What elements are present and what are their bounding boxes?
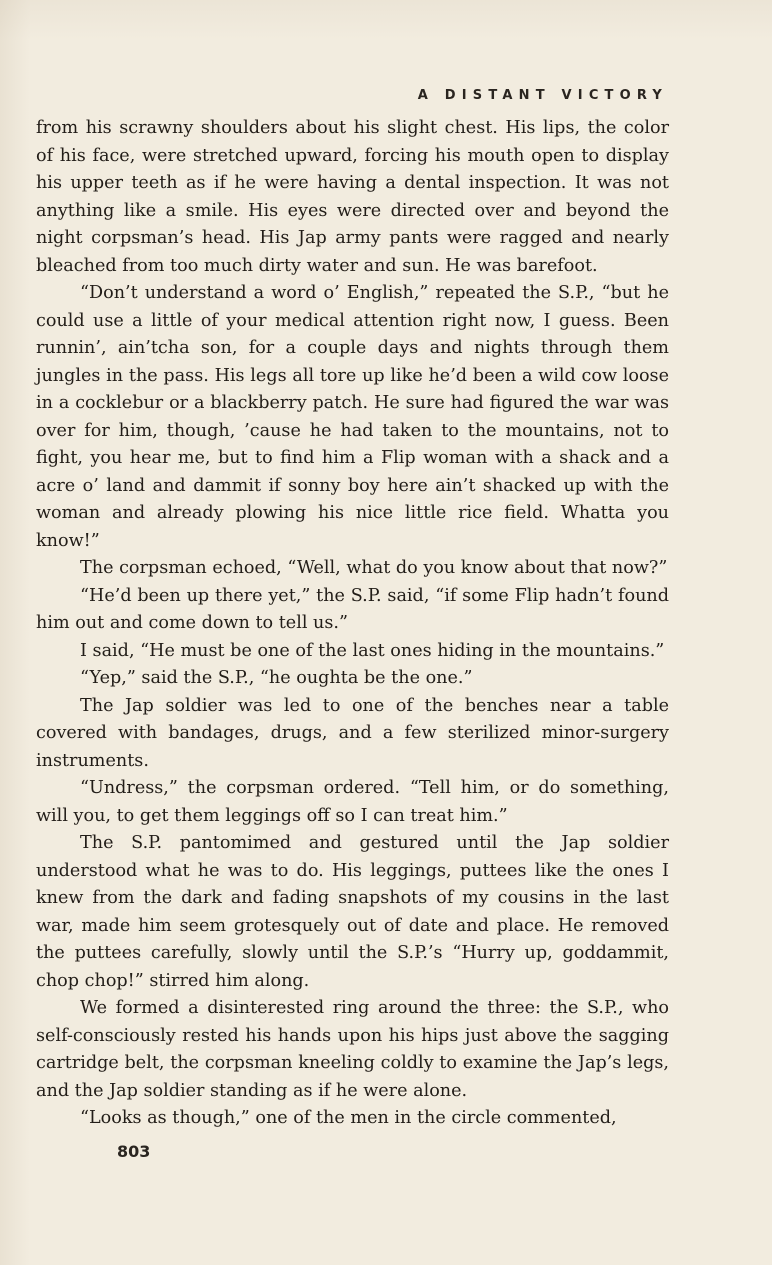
paragraph: I said, “He must be one of the last ones hiding in the mountains.” bbox=[80, 640, 665, 661]
paragraph: “Don’t understand a word o’ English,” repeated the S.P., “but he could use a little of your medical attention right now, I guess. Been runnin’, ain’tcha son, for a couple days and nights through them jungles in the pass. His legs all tore up like he’d been a wild cow loose in a cocklebur or a blackberry patch. He sure had figured the war was over for him, though, ’cause he had taken to the mountains, not to fight, you hear me, but to find him a Flip woman with a shack and a acre o’ land and dammit if sonny boy here ain’t shacked up with the woman and already plowing his nice little rice field. Whatta you know!” bbox=[36, 283, 669, 551]
paragraph: “Undress,” the corpsman ordered. “Tell him, or do something, will you, to get them leggings off so I can treat him.” bbox=[36, 778, 669, 826]
page-number: 803 bbox=[117, 1142, 151, 1161]
body-text bbox=[36, 115, 669, 1133]
paragraph: The Jap soldier was led to one of the benches near a table covered with bandages, drugs, and a few sterilized minor-surgery instruments. bbox=[36, 695, 669, 771]
paragraph: from his scrawny shoulders about his slight chest. His lips, the color of his face, were stretched upward, forcing his mouth open to display his upper teeth as if he were having a dental inspection. It was not anything like a smile. His eyes were directed over and beyond the night corpsman’s head. His Jap army pants were ragged and nearly bleached from too much dirty water and sun. He was barefoot. bbox=[36, 118, 669, 276]
paragraph: The corpsman echoed, “Well, what do you know about that now?” bbox=[80, 558, 668, 578]
running-head: A DISTANT VICTORY bbox=[417, 88, 668, 103]
paragraph: “He’d been up there yet,” the S.P. said, “if some Flip hadn’t found him out and come down to tell us.” bbox=[36, 585, 669, 633]
paragraph: We formed a disinterested ring around the three: the S.P., who self-consciously rested his hands upon his hips just above the sagging cartridge belt, the corpsman kneeling coldly to examine the Jap’s legs, and the Jap soldier standing as if he were alone. bbox=[36, 998, 669, 1101]
paragraph: “Yep,” said the S.P., “he oughta be the one.” bbox=[80, 668, 473, 688]
paragraph: The S.P. pantomimed and gestured until the Jap soldier understood what he was to do. His leggings, puttees like the ones I knew from the dark and fading snapshots of my cousins in the last war, made him seem grotesquely out of date and place. He removed the puttees carefully, slowly until the S.P.’s “Hurry up, goddammit, chop chop!” stirred him along. bbox=[36, 833, 669, 991]
paragraph: “Looks as though,” one of the men in the circle commented, bbox=[80, 1108, 617, 1128]
